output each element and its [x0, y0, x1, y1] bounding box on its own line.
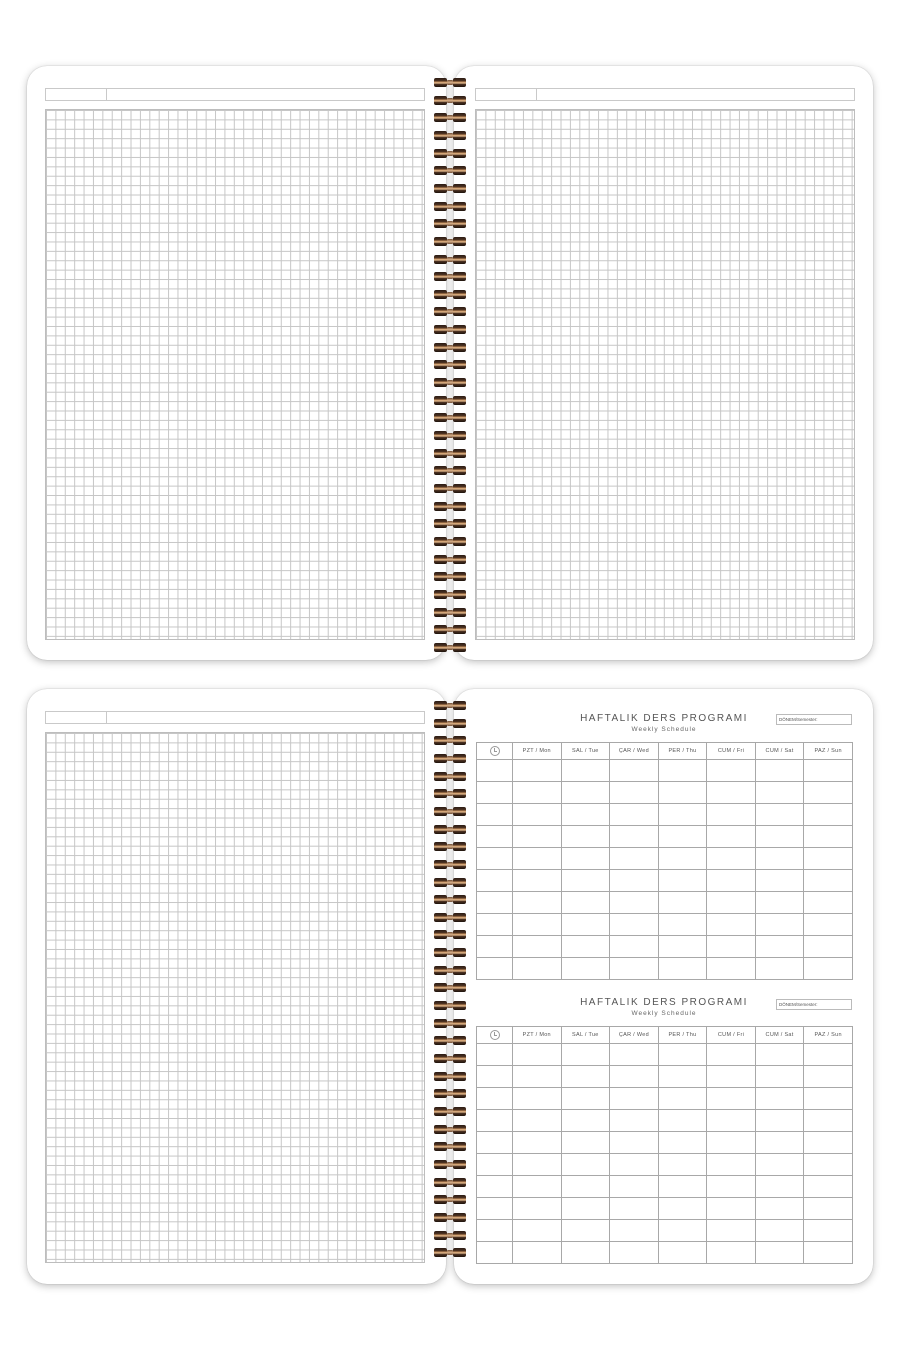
- day-header: CUM / Fri: [707, 743, 756, 760]
- schedule-cell[interactable]: [610, 1242, 659, 1264]
- day-header: CUM / Sat: [755, 1027, 804, 1044]
- spiral-coil: [432, 789, 468, 798]
- spiral-coil: [432, 131, 468, 140]
- spiral-coil: [432, 1001, 468, 1010]
- day-header: PZT / Mon: [513, 1027, 562, 1044]
- schedule-cell[interactable]: [755, 1220, 804, 1242]
- spiral-coil: [432, 1089, 468, 1098]
- schedule-cell[interactable]: [610, 936, 659, 958]
- time-cell[interactable]: [477, 848, 513, 870]
- schedule-cell[interactable]: [513, 892, 562, 914]
- schedule-cell[interactable]: [804, 958, 853, 980]
- schedule-cell[interactable]: [658, 1132, 707, 1154]
- spiral-coil: [432, 219, 468, 228]
- page-header-bar: [475, 88, 855, 101]
- schedule-cell[interactable]: [707, 826, 756, 848]
- schedule-cell[interactable]: [513, 936, 562, 958]
- schedule-cell[interactable]: [755, 1044, 804, 1066]
- schedule-row: [477, 1176, 853, 1198]
- spiral-coil: [432, 237, 468, 246]
- schedule-cell[interactable]: [755, 1242, 804, 1264]
- schedule-cell[interactable]: [610, 870, 659, 892]
- spiral-coil: [432, 572, 468, 581]
- spiral-coil: [432, 1213, 468, 1222]
- schedule-cell[interactable]: [610, 1044, 659, 1066]
- schedule-subtitle: Weekly Schedule: [631, 726, 697, 733]
- schedule-cell[interactable]: [561, 1132, 610, 1154]
- schedule-cell[interactable]: [707, 1242, 756, 1264]
- notebook-page-top-left: [27, 66, 446, 660]
- schedule-cell[interactable]: [707, 1088, 756, 1110]
- schedule-cell[interactable]: [561, 1044, 610, 1066]
- spiral-coil: [432, 1142, 468, 1151]
- schedule-row: [477, 1132, 853, 1154]
- schedule-subtitle: Weekly Schedule: [631, 1010, 697, 1017]
- spiral-coil: [432, 807, 468, 816]
- schedule-cell[interactable]: [561, 848, 610, 870]
- schedule-cell[interactable]: [561, 826, 610, 848]
- time-cell[interactable]: [477, 1044, 513, 1066]
- spiral-coil: [432, 1160, 468, 1169]
- schedule-cell[interactable]: [561, 1154, 610, 1176]
- schedule-cell[interactable]: [804, 760, 853, 782]
- spiral-coil: [432, 113, 468, 122]
- day-header: PAZ / Sun: [804, 743, 853, 760]
- schedule-cell[interactable]: [804, 848, 853, 870]
- schedule-row: [477, 1110, 853, 1132]
- schedule-cell[interactable]: [755, 958, 804, 980]
- schedule-cell[interactable]: [804, 1154, 853, 1176]
- schedule-cell[interactable]: [513, 1088, 562, 1110]
- spiral-coil: [432, 754, 468, 763]
- schedule-cell[interactable]: [561, 1242, 610, 1264]
- schedule-header-row: [477, 1027, 853, 1044]
- spiral-coil: [432, 96, 468, 105]
- schedule-row: [477, 804, 853, 826]
- spiral-coil: [432, 1107, 468, 1116]
- schedule-cell[interactable]: [561, 1220, 610, 1242]
- spiral-coil: [432, 948, 468, 957]
- spiral-coil: [432, 272, 468, 281]
- schedule-cell[interactable]: [561, 1110, 610, 1132]
- schedule-cell[interactable]: [513, 1198, 562, 1220]
- schedule-cell[interactable]: [610, 1176, 659, 1198]
- spiral-coil: [432, 166, 468, 175]
- schedule-cell[interactable]: [755, 1132, 804, 1154]
- page-header-bar: [45, 711, 425, 724]
- spiral-coil: [432, 1231, 468, 1240]
- schedule-cell[interactable]: [755, 826, 804, 848]
- schedule-cell[interactable]: [804, 1066, 853, 1088]
- spiral-coil: [432, 519, 468, 528]
- day-header: SAL / Tue: [561, 1027, 610, 1044]
- schedule-cell[interactable]: [561, 958, 610, 980]
- spiral-coil: [432, 878, 468, 887]
- spiral-coil: [432, 1019, 468, 1028]
- spiral-coil: [432, 202, 468, 211]
- time-cell[interactable]: [477, 914, 513, 936]
- schedule-cell[interactable]: [610, 848, 659, 870]
- schedule-cell[interactable]: [755, 914, 804, 936]
- spiral-coil: [432, 1195, 468, 1204]
- clock-icon: [490, 746, 500, 756]
- schedule-cell[interactable]: [513, 848, 562, 870]
- schedule-cell[interactable]: [755, 892, 804, 914]
- spiral-coil: [432, 608, 468, 617]
- spiral-coil: [432, 537, 468, 546]
- schedule-cell[interactable]: [755, 1176, 804, 1198]
- schedule-cell[interactable]: [513, 782, 562, 804]
- schedule-cell[interactable]: [610, 1132, 659, 1154]
- schedule-cell[interactable]: [707, 1198, 756, 1220]
- semester-field[interactable]: DÖNEM/Semester:: [776, 714, 852, 725]
- schedule-cell[interactable]: [707, 804, 756, 826]
- notebook-page-bottom-left: [27, 689, 446, 1284]
- schedule-cell[interactable]: [658, 1044, 707, 1066]
- schedule-row: [477, 914, 853, 936]
- schedule-cell[interactable]: [804, 892, 853, 914]
- schedule-cell[interactable]: [513, 1044, 562, 1066]
- schedule-cell[interactable]: [804, 826, 853, 848]
- schedule-cell[interactable]: [804, 1044, 853, 1066]
- schedule-cell[interactable]: [561, 782, 610, 804]
- schedule-cell[interactable]: [561, 1176, 610, 1198]
- schedule-cell[interactable]: [561, 892, 610, 914]
- semester-field[interactable]: DÖNEM/Semester:: [776, 999, 852, 1010]
- schedule-cell[interactable]: [658, 1242, 707, 1264]
- schedule-cell[interactable]: [707, 1066, 756, 1088]
- schedule-row: [477, 1242, 853, 1264]
- spiral-coil: [432, 360, 468, 369]
- spiral-coil: [432, 842, 468, 851]
- time-column-header: [477, 743, 513, 760]
- schedule-cell[interactable]: [804, 1132, 853, 1154]
- spiral-coil: [432, 307, 468, 316]
- spiral-coil: [432, 983, 468, 992]
- schedule-cell[interactable]: [610, 1198, 659, 1220]
- spiral-coil: [432, 719, 468, 728]
- schedule-cell[interactable]: [513, 1110, 562, 1132]
- schedule-cell[interactable]: [658, 804, 707, 826]
- schedule-cell[interactable]: [561, 870, 610, 892]
- schedule-cell[interactable]: [804, 1176, 853, 1198]
- spiral-coil: [432, 396, 468, 405]
- time-cell[interactable]: [477, 1066, 513, 1088]
- time-cell[interactable]: [477, 892, 513, 914]
- spiral-binding-bottom: [432, 701, 468, 1271]
- spiral-coil: [432, 1248, 468, 1257]
- spiral-coil: [432, 930, 468, 939]
- schedule-cell[interactable]: [610, 914, 659, 936]
- schedule-row: [477, 958, 853, 980]
- schedule-row: [477, 1066, 853, 1088]
- spiral-coil: [432, 149, 468, 158]
- time-cell[interactable]: [477, 1088, 513, 1110]
- spiral-coil: [432, 325, 468, 334]
- graph-grid: [45, 109, 425, 640]
- schedule-cell[interactable]: [610, 1110, 659, 1132]
- clock-icon: [490, 1030, 500, 1040]
- schedule-cell[interactable]: [561, 760, 610, 782]
- schedule-cell[interactable]: [610, 782, 659, 804]
- spiral-coil: [432, 1178, 468, 1187]
- notebook-page-top-right: [454, 66, 873, 660]
- spiral-coil: [432, 701, 468, 710]
- day-header: SAL / Tue: [561, 743, 610, 760]
- spiral-coil: [432, 413, 468, 422]
- day-header: ÇAR / Wed: [610, 743, 659, 760]
- spiral-coil: [432, 343, 468, 352]
- schedule-cell[interactable]: [707, 848, 756, 870]
- schedule-cell[interactable]: [561, 1198, 610, 1220]
- schedule-row: [477, 848, 853, 870]
- spiral-coil: [432, 484, 468, 493]
- schedule-cell[interactable]: [561, 804, 610, 826]
- schedule-cell[interactable]: [707, 958, 756, 980]
- schedule-cell[interactable]: [755, 936, 804, 958]
- day-header: PER / Thu: [658, 743, 707, 760]
- day-header: ÇAR / Wed: [610, 1027, 659, 1044]
- schedule-row: [477, 1044, 853, 1066]
- spiral-coil: [432, 378, 468, 387]
- schedule-cell[interactable]: [513, 870, 562, 892]
- schedule-row: [477, 1154, 853, 1176]
- spiral-coil: [432, 625, 468, 634]
- graph-grid: [475, 109, 855, 640]
- day-header: PAZ / Sun: [804, 1027, 853, 1044]
- schedule-cell[interactable]: [658, 848, 707, 870]
- schedule-cell[interactable]: [658, 958, 707, 980]
- spiral-coil: [432, 643, 468, 652]
- schedule-row: [477, 826, 853, 848]
- schedule-row: [477, 1220, 853, 1242]
- schedule-cell[interactable]: [658, 1110, 707, 1132]
- schedule-cell[interactable]: [610, 958, 659, 980]
- day-header: PER / Thu: [658, 1027, 707, 1044]
- schedule-cell[interactable]: [755, 782, 804, 804]
- schedule-cell[interactable]: [658, 1176, 707, 1198]
- schedule-cell[interactable]: [755, 804, 804, 826]
- schedule-cell[interactable]: [561, 936, 610, 958]
- schedule-row: [477, 782, 853, 804]
- spiral-coil: [432, 466, 468, 475]
- spiral-coil: [432, 255, 468, 264]
- schedule-cell[interactable]: [513, 1066, 562, 1088]
- schedule-cell[interactable]: [658, 892, 707, 914]
- time-cell[interactable]: [477, 1154, 513, 1176]
- schedule-body: [477, 760, 853, 980]
- schedule-cell[interactable]: [513, 1220, 562, 1242]
- schedule-row: [477, 1198, 853, 1220]
- schedule-cell[interactable]: [513, 826, 562, 848]
- spiral-coil: [432, 913, 468, 922]
- time-cell[interactable]: [477, 1176, 513, 1198]
- schedule-cell[interactable]: [707, 936, 756, 958]
- spiral-coil: [432, 590, 468, 599]
- schedule-cell[interactable]: [804, 1088, 853, 1110]
- schedule-row: [477, 892, 853, 914]
- schedule-cell[interactable]: [658, 1154, 707, 1176]
- spiral-coil: [432, 895, 468, 904]
- spiral-coil: [432, 1125, 468, 1134]
- spiral-coil: [432, 555, 468, 564]
- spiral-coil: [432, 966, 468, 975]
- schedule-cell[interactable]: [755, 1110, 804, 1132]
- time-column-header: [477, 1027, 513, 1044]
- schedule-cell[interactable]: [804, 1242, 853, 1264]
- schedule-cell[interactable]: [707, 1176, 756, 1198]
- schedule-cell[interactable]: [755, 1154, 804, 1176]
- schedule-cell[interactable]: [804, 914, 853, 936]
- schedule-cell[interactable]: [561, 1066, 610, 1088]
- schedule-row: [477, 870, 853, 892]
- day-header: CUM / Fri: [707, 1027, 756, 1044]
- schedule-cell[interactable]: [513, 958, 562, 980]
- schedule-cell[interactable]: [513, 760, 562, 782]
- spiral-coil: [432, 502, 468, 511]
- schedule-row: [477, 1088, 853, 1110]
- time-cell[interactable]: [477, 936, 513, 958]
- schedule-header-row: [477, 743, 853, 760]
- schedule-cell[interactable]: [707, 1220, 756, 1242]
- time-cell[interactable]: [477, 870, 513, 892]
- schedule-cell[interactable]: [707, 1110, 756, 1132]
- schedule-cell[interactable]: [707, 892, 756, 914]
- spiral-coil: [432, 772, 468, 781]
- schedule-cell[interactable]: [707, 760, 756, 782]
- time-cell[interactable]: [477, 760, 513, 782]
- schedule-cell[interactable]: [804, 782, 853, 804]
- schedule-cell[interactable]: [707, 1044, 756, 1066]
- schedule-cell[interactable]: [707, 914, 756, 936]
- schedule-cell[interactable]: [513, 804, 562, 826]
- time-cell[interactable]: [477, 782, 513, 804]
- time-cell[interactable]: [477, 1110, 513, 1132]
- spiral-coil: [432, 431, 468, 440]
- time-cell[interactable]: [477, 1220, 513, 1242]
- page-header-bar: [45, 88, 425, 101]
- spiral-coil: [432, 1072, 468, 1081]
- schedule-cell[interactable]: [804, 1198, 853, 1220]
- schedule-cell[interactable]: [707, 1132, 756, 1154]
- day-header: CUM / Sat: [755, 743, 804, 760]
- schedule-cell[interactable]: [804, 804, 853, 826]
- time-cell[interactable]: [477, 1242, 513, 1264]
- schedule-row: [477, 760, 853, 782]
- schedule-cell[interactable]: [561, 914, 610, 936]
- schedule-cell[interactable]: [755, 848, 804, 870]
- schedule-cell[interactable]: [707, 782, 756, 804]
- schedule-row: [477, 936, 853, 958]
- schedule-cell[interactable]: [658, 760, 707, 782]
- spiral-coil: [432, 825, 468, 834]
- schedule-cell[interactable]: [610, 804, 659, 826]
- schedule-cell[interactable]: [513, 1154, 562, 1176]
- schedule-title: HAFTALIK DERS PROGRAMI: [580, 997, 748, 1008]
- time-cell[interactable]: [477, 958, 513, 980]
- schedule-cell[interactable]: [707, 1154, 756, 1176]
- time-cell[interactable]: [477, 804, 513, 826]
- schedule-cell[interactable]: [513, 914, 562, 936]
- spiral-coil: [432, 860, 468, 869]
- schedule-cell[interactable]: [658, 1198, 707, 1220]
- schedule-cell[interactable]: [658, 914, 707, 936]
- schedule-cell[interactable]: [513, 1132, 562, 1154]
- graph-grid: [45, 732, 425, 1263]
- schedule-cell[interactable]: [804, 1110, 853, 1132]
- schedule-cell[interactable]: [658, 826, 707, 848]
- schedule-title: HAFTALIK DERS PROGRAMI: [580, 713, 748, 724]
- weekly-schedule-table: [476, 1026, 853, 1264]
- schedule-cell[interactable]: [755, 1088, 804, 1110]
- schedule-cell[interactable]: [610, 760, 659, 782]
- schedule-cell[interactable]: [755, 760, 804, 782]
- time-cell[interactable]: [477, 826, 513, 848]
- schedule-cell[interactable]: [658, 1066, 707, 1088]
- notebook-page-schedule: [454, 689, 873, 1284]
- spiral-coil: [432, 184, 468, 193]
- schedule-cell[interactable]: [658, 782, 707, 804]
- schedule-cell[interactable]: [658, 870, 707, 892]
- spiral-coil: [432, 78, 468, 87]
- day-header: PZT / Mon: [513, 743, 562, 760]
- schedule-cell[interactable]: [658, 1088, 707, 1110]
- schedule-cell[interactable]: [610, 1088, 659, 1110]
- weekly-schedule-table: [476, 742, 853, 980]
- schedule-cell[interactable]: [755, 1198, 804, 1220]
- schedule-cell[interactable]: [513, 1176, 562, 1198]
- schedule-cell[interactable]: [610, 1066, 659, 1088]
- schedule-cell[interactable]: [610, 892, 659, 914]
- schedule-cell[interactable]: [610, 826, 659, 848]
- spiral-coil: [432, 290, 468, 299]
- schedule-cell[interactable]: [610, 1154, 659, 1176]
- schedule-cell[interactable]: [755, 870, 804, 892]
- spiral-binding-top: [432, 78, 468, 658]
- schedule-cell[interactable]: [513, 1242, 562, 1264]
- spiral-coil: [432, 1054, 468, 1063]
- schedule-cell[interactable]: [658, 1220, 707, 1242]
- schedule-cell[interactable]: [804, 870, 853, 892]
- spiral-coil: [432, 736, 468, 745]
- schedule-body: [477, 1044, 853, 1264]
- time-cell[interactable]: [477, 1132, 513, 1154]
- schedule-cell[interactable]: [755, 1066, 804, 1088]
- spiral-coil: [432, 449, 468, 458]
- schedule-cell[interactable]: [561, 1088, 610, 1110]
- schedule-cell[interactable]: [804, 936, 853, 958]
- schedule-cell[interactable]: [804, 1220, 853, 1242]
- schedule-cell[interactable]: [610, 1220, 659, 1242]
- schedule-cell[interactable]: [658, 936, 707, 958]
- schedule-cell[interactable]: [707, 870, 756, 892]
- spiral-coil: [432, 1036, 468, 1045]
- time-cell[interactable]: [477, 1198, 513, 1220]
